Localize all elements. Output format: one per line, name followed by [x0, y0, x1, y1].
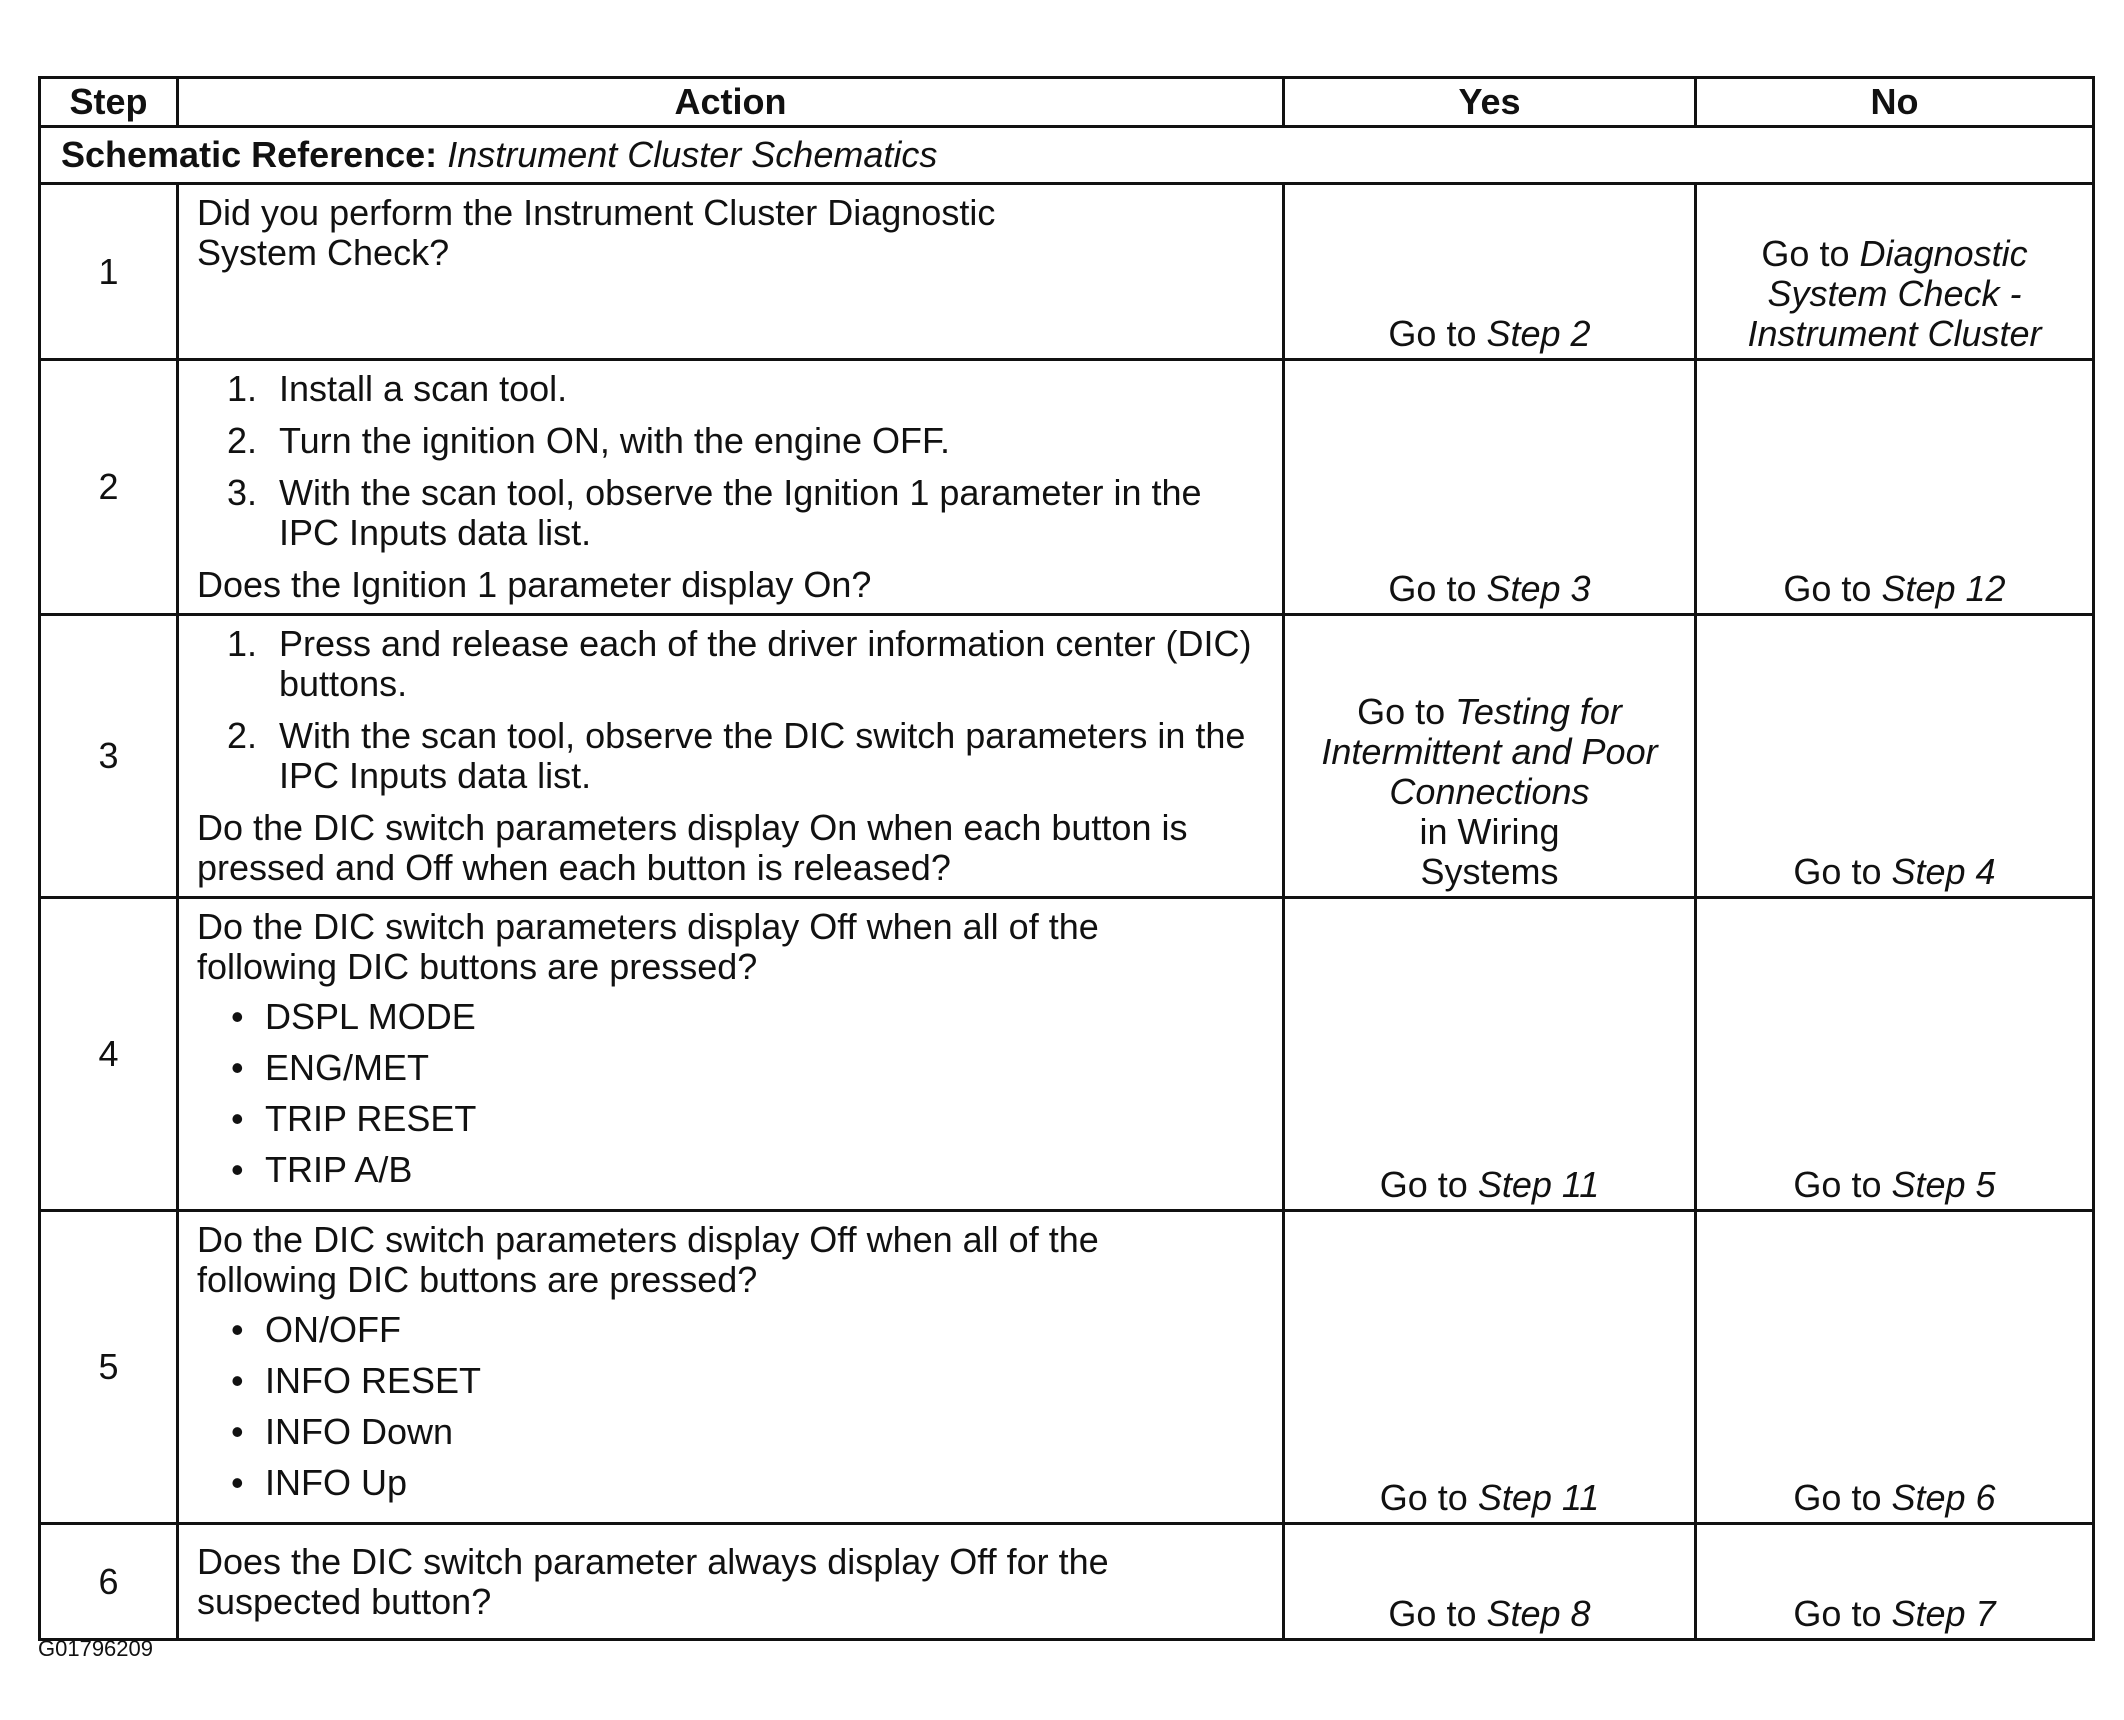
header-yes: Yes [1284, 78, 1696, 127]
table-row [40, 1211, 2094, 1524]
no-link[interactable]: Step 4 [1891, 851, 1996, 892]
list-number: 1. [227, 368, 258, 409]
schematic-reference-row [40, 127, 2094, 184]
no-prefix: Go to [1793, 851, 1892, 892]
yes-prefix: Go to [1388, 313, 1487, 354]
list-number: 2. [227, 715, 258, 756]
no-prefix: Go to [1793, 1477, 1892, 1518]
table-row [40, 898, 2094, 1211]
action-steps-list [197, 369, 1268, 553]
step-number: 1 [40, 184, 178, 360]
action-question: Did you perform the Instrument Cluster Diagnostic System Check? [197, 192, 996, 273]
yes-prefix: Go to [1388, 1593, 1487, 1634]
step-number: 6 [40, 1524, 178, 1640]
yes-cell [1284, 1211, 1696, 1524]
action-question: Do the DIC switch parameters display Off when all of the following DIC buttons are pressed? [197, 1219, 1099, 1300]
no-link[interactable]: Step 5 [1891, 1164, 1996, 1205]
action-cell [178, 615, 1284, 898]
action-cell [178, 1524, 1284, 1640]
no-prefix: Go to [1793, 1164, 1892, 1205]
list-item: • INFO Up [197, 1463, 1268, 1503]
no-prefix: Go to [1793, 1593, 1892, 1634]
no-prefix: Go to [1783, 568, 1882, 609]
step-number: 4 [40, 898, 178, 1211]
header-action: Action [178, 78, 1284, 127]
yes-prefix: Go to [1357, 691, 1456, 732]
step-number: 3 [40, 615, 178, 898]
header-no: No [1696, 78, 2094, 127]
list-item [197, 421, 1268, 461]
list-item: • ON/OFF [197, 1310, 1268, 1350]
list-item: • INFO Down [197, 1412, 1268, 1452]
list-text: Turn the ignition ON, with the engine OFF. [279, 420, 950, 461]
list-item: • ENG/MET [197, 1048, 1268, 1088]
no-cell [1696, 898, 2094, 1211]
table-row [40, 360, 2094, 615]
diagnostic-table [38, 76, 2095, 1641]
list-item [197, 369, 1268, 409]
list-item: • INFO RESET [197, 1361, 1268, 1401]
schematic-reference-label: Schematic Reference: [61, 134, 438, 175]
step-number: 2 [40, 360, 178, 615]
list-number: 3. [227, 472, 258, 513]
yes-cell [1284, 184, 1696, 360]
yes-link[interactable]: Testing for Intermittent and Poor Connections [1321, 691, 1658, 812]
action-cell [178, 360, 1284, 615]
list-text: Press and release each of the driver information center (DIC) buttons. [279, 623, 1252, 704]
yes-link[interactable]: Step 2 [1486, 313, 1591, 354]
table-row [40, 1524, 2094, 1640]
button-list [197, 1310, 1268, 1503]
yes-link[interactable]: Step 8 [1486, 1593, 1591, 1634]
header-step: Step [40, 78, 178, 127]
yes-cell [1284, 615, 1696, 898]
yes-link[interactable]: Step 3 [1486, 568, 1591, 609]
list-item [197, 716, 1268, 796]
yes-suffix: in Wiring Systems [1419, 811, 1560, 892]
yes-link[interactable]: Step 11 [1477, 1477, 1600, 1518]
no-link[interactable]: Diagnostic System Check - Instrument Cluster [1747, 233, 2042, 354]
schematic-reference-link[interactable]: Instrument Cluster Schematics [447, 134, 938, 175]
yes-cell [1284, 1524, 1696, 1640]
list-item: • TRIP RESET [197, 1099, 1268, 1139]
list-item [197, 624, 1268, 704]
table-row [40, 184, 2094, 360]
no-cell [1696, 184, 2094, 360]
list-number: 2. [227, 420, 258, 461]
no-cell [1696, 360, 2094, 615]
action-steps-list [197, 624, 1268, 796]
yes-prefix: Go to [1388, 568, 1487, 609]
list-text: Install a scan tool. [279, 368, 568, 409]
yes-cell [1284, 898, 1696, 1211]
yes-link[interactable]: Step 11 [1477, 1164, 1600, 1205]
no-link[interactable]: Step 7 [1891, 1593, 1996, 1634]
no-cell [1696, 1524, 2094, 1640]
action-question: Does the DIC switch parameter always display Off for the suspected button? [197, 1540, 1109, 1622]
no-link[interactable]: Step 6 [1891, 1477, 1996, 1518]
no-prefix: Go to [1761, 233, 1860, 274]
list-text: With the scan tool, observe the DIC switch parameters in the IPC Inputs data list. [279, 715, 1246, 796]
table-header-row [40, 78, 2094, 127]
list-item [197, 473, 1268, 553]
figure-id: G01796209 [38, 1636, 153, 1661]
action-cell [178, 1211, 1284, 1524]
action-question: Do the DIC switch parameters display On when each button is pressed and Off when each button is released? [197, 807, 1188, 888]
no-cell [1696, 615, 2094, 898]
yes-prefix: Go to [1379, 1477, 1478, 1518]
schematic-reference [40, 127, 2094, 184]
list-number: 1. [227, 623, 258, 664]
table-row [40, 615, 2094, 898]
action-cell [178, 898, 1284, 1211]
list-item: • DSPL MODE [197, 997, 1268, 1037]
list-text: With the scan tool, observe the Ignition 1 parameter in the IPC Inputs data list. [279, 472, 1202, 553]
step-number: 5 [40, 1211, 178, 1524]
action-question: Do the DIC switch parameters display Off when all of the following DIC buttons are pressed? [197, 906, 1099, 987]
action-cell [178, 184, 1284, 360]
no-link[interactable]: Step 12 [1881, 568, 2006, 609]
button-list [197, 997, 1268, 1190]
yes-prefix: Go to [1379, 1164, 1478, 1205]
action-question: Does the Ignition 1 parameter display On? [197, 564, 872, 605]
list-item: • TRIP A/B [197, 1150, 1268, 1190]
yes-cell [1284, 360, 1696, 615]
no-cell [1696, 1211, 2094, 1524]
